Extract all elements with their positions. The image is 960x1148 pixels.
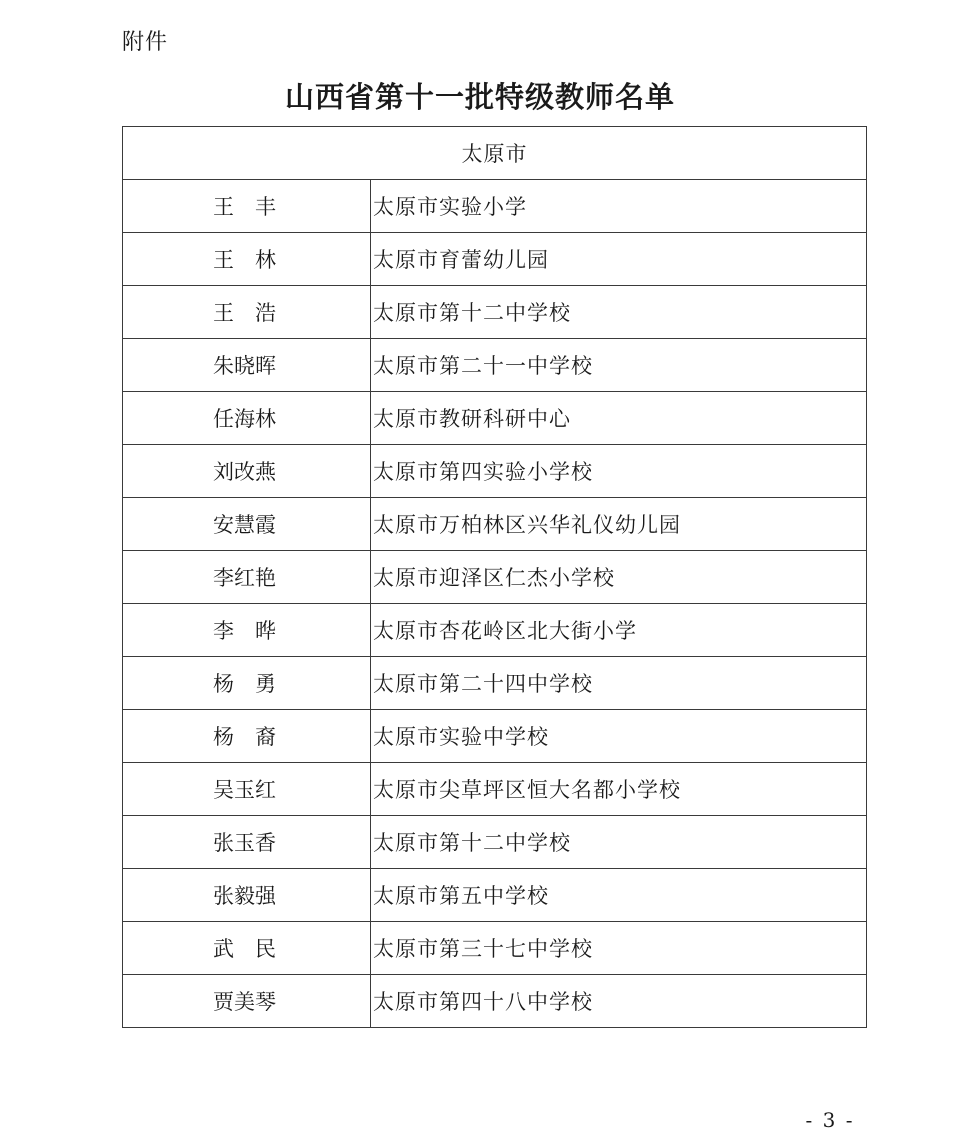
teacher-unit: 太原市实验小学: [371, 180, 867, 233]
table-row: [123, 710, 867, 763]
teacher-unit: 太原市迎泽区仁杰小学校: [371, 551, 867, 604]
teacher-name: 武 民: [123, 922, 371, 975]
teacher-unit: 太原市杏花岭区北大街小学: [371, 604, 867, 657]
table-row: [123, 922, 867, 975]
teacher-unit: 太原市育蕾幼儿园: [371, 233, 867, 286]
teacher-name: 安慧霞: [123, 498, 371, 551]
teacher-roster-table: [122, 126, 867, 1028]
table-row: [123, 816, 867, 869]
table-row: [123, 180, 867, 233]
teacher-unit: 太原市第二十四中学校: [371, 657, 867, 710]
teacher-unit: 太原市教研科研中心: [371, 392, 867, 445]
teacher-unit: 太原市万柏林区兴华礼仪幼儿园: [371, 498, 867, 551]
table-row: [123, 551, 867, 604]
teacher-name: 李红艳: [123, 551, 371, 604]
table-row: [123, 657, 867, 710]
table-row: [123, 233, 867, 286]
teacher-unit: 太原市第五中学校: [371, 869, 867, 922]
table-row: [123, 286, 867, 339]
attachment-label: 附件: [122, 30, 169, 55]
table-row: [123, 869, 867, 922]
teacher-name: 王 丰: [123, 180, 371, 233]
teacher-unit: 太原市实验中学校: [371, 710, 867, 763]
teacher-unit: 太原市第三十七中学校: [371, 922, 867, 975]
city-header: 太原市: [123, 127, 867, 180]
teacher-name: 李 晔: [123, 604, 371, 657]
table-row: [123, 445, 867, 498]
table-row: [123, 392, 867, 445]
teacher-name: 杨 裔: [123, 710, 371, 763]
teacher-name: 刘改燕: [123, 445, 371, 498]
teacher-unit: 太原市尖草坪区恒大名都小学校: [371, 763, 867, 816]
teacher-name: 吴玉红: [123, 763, 371, 816]
teacher-name: 张毅强: [123, 869, 371, 922]
page-number: - 3 -: [805, 1108, 855, 1132]
table-row: [123, 498, 867, 551]
teacher-unit: 太原市第四实验小学校: [371, 445, 867, 498]
teacher-unit: 太原市第四十八中学校: [371, 975, 867, 1028]
document-title: 山西省第十一批特级教师名单: [284, 80, 675, 114]
table-row: [123, 763, 867, 816]
teacher-name: 朱晓晖: [123, 339, 371, 392]
table-row: [123, 604, 867, 657]
city-header-row: [123, 127, 867, 180]
teacher-unit: 太原市第十二中学校: [371, 286, 867, 339]
teacher-name: 任海林: [123, 392, 371, 445]
teacher-unit: 太原市第十二中学校: [371, 816, 867, 869]
teacher-unit: 太原市第二十一中学校: [371, 339, 867, 392]
teacher-name: 张玉香: [123, 816, 371, 869]
teacher-name: 贾美琴: [123, 975, 371, 1028]
table-row: [123, 975, 867, 1028]
teacher-name: 杨 勇: [123, 657, 371, 710]
table-row: [123, 339, 867, 392]
teacher-name: 王 浩: [123, 286, 371, 339]
teacher-name: 王 林: [123, 233, 371, 286]
